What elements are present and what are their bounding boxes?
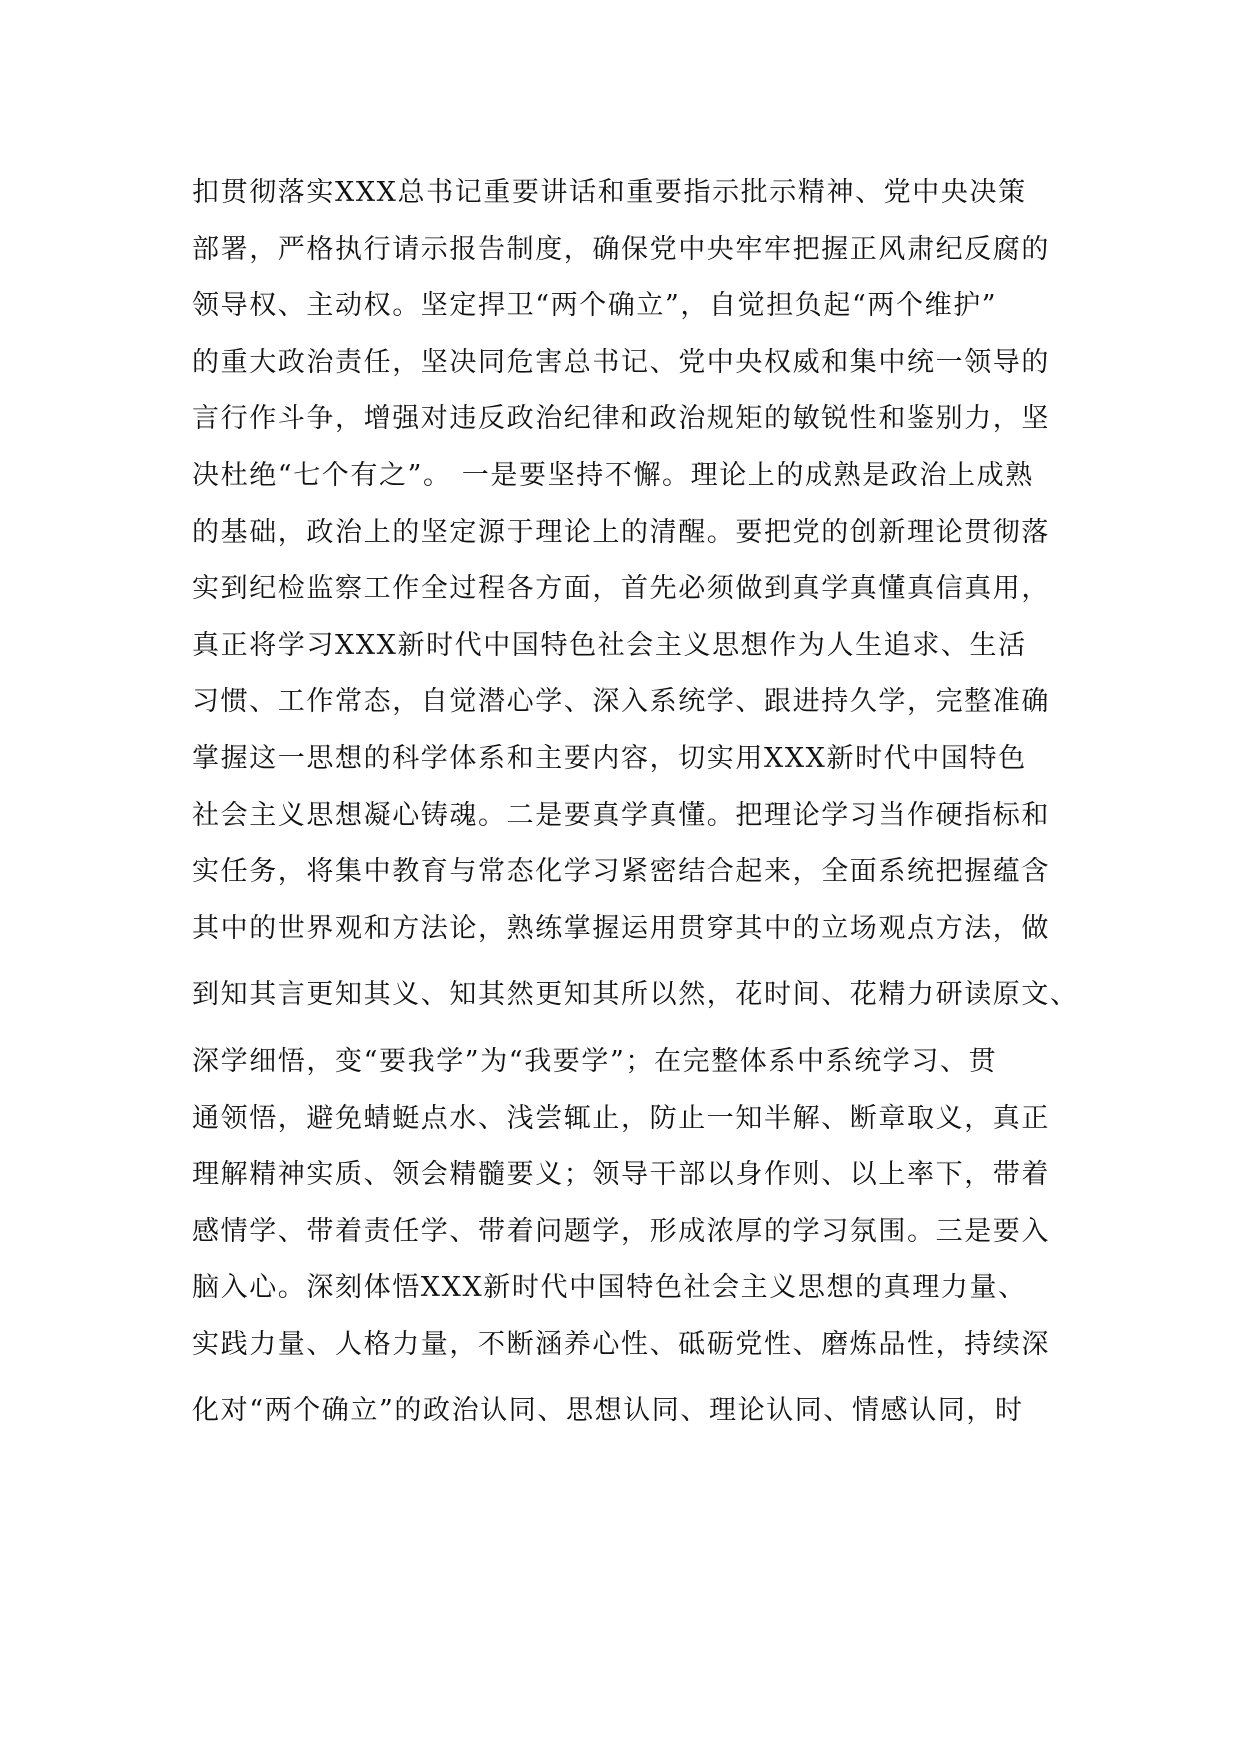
text-line: 实到纪检监察工作全过程各方面，首先必须做到真学真懂真信真用， — [192, 573, 1050, 605]
text-line: 通领悟，避免蜻蜓点水、浅尝辄止，防止一知半解、断章取义，真正 — [192, 1102, 1050, 1134]
text-line: 其中的世界观和方法论，熟练掌握运用贯穿其中的立场观点方法，做 — [192, 912, 1050, 944]
text-line: 感情学、带着责任学、带着问题学，形成浓厚的学习氛围。三是要入 — [192, 1215, 1050, 1247]
text-line: 的重大政治责任，坚决同危害总书记、党中央权威和集中统一领导的 — [192, 346, 1050, 378]
text-line: 深学细悟，变“要我学”为“我要学”；在完整体系中系统学习、贯 — [192, 1045, 998, 1077]
text-line: 理解精神实质、领会精髓要义；领导干部以身作则、以上率下，带着 — [192, 1159, 1050, 1191]
text-line: 化对“两个确立”的政治认同、思想认同、理论认同、情感认同，时 — [192, 1395, 1024, 1427]
text-line: 决杜绝“七个有之”。 一是要坚持不懈。理论上的成熟是政治上成熟 — [192, 459, 1034, 491]
text-line: 掌握这一思想的科学体系和主要内容，切实用XXX新时代中国特色 — [192, 742, 1027, 774]
text-line: 言行作斗争，增强对违反政治纪律和政治规矩的敏锐性和鉴别力，坚 — [192, 403, 1050, 435]
text-line: 扣贯彻落实XXX总书记重要讲话和重要指示批示精神、党中央决策 — [192, 177, 1027, 208]
text-line: 社会主义思想凝心铸魂。二是要真学真懂。把理论学习当作硬指标和 — [192, 799, 1050, 831]
text-line: 到知其言更知其义、知其然更知其所以然，花时间、花精力研读原文、 — [192, 979, 1079, 1011]
text-line: 真正将学习XXX新时代中国特色社会主义思想作为人生追求、生活 — [192, 629, 1027, 661]
text-line: 领导权、主动权。坚定捍卫“两个确立”，自觉担负起“两个维护” — [192, 290, 998, 322]
text-line: 实践力量、人格力量，不断涵养心性、砥砺党性、磨炼品性，持续深 — [192, 1328, 1050, 1360]
text-line: 部署，严格执行请示报告制度，确保党中央牢牢把握正风肃纪反腐的 — [192, 233, 1050, 265]
text-line: 脑入心。深刻体悟XXX新时代中国特色社会主义思想的真理力量、 — [192, 1272, 1027, 1304]
text-line: 的基础，政治上的坚定源于理论上的清醒。要把党的创新理论贯彻落 — [192, 516, 1050, 548]
text-line: 实任务，将集中教育与常态化学习紧密结合起来，全面系统把握蕴含 — [192, 856, 1050, 888]
text-line: 习惯、工作常态，自觉潜心学、深入系统学、跟进持久学，完整准确 — [192, 686, 1050, 718]
body-text — [192, 165, 1079, 1440]
